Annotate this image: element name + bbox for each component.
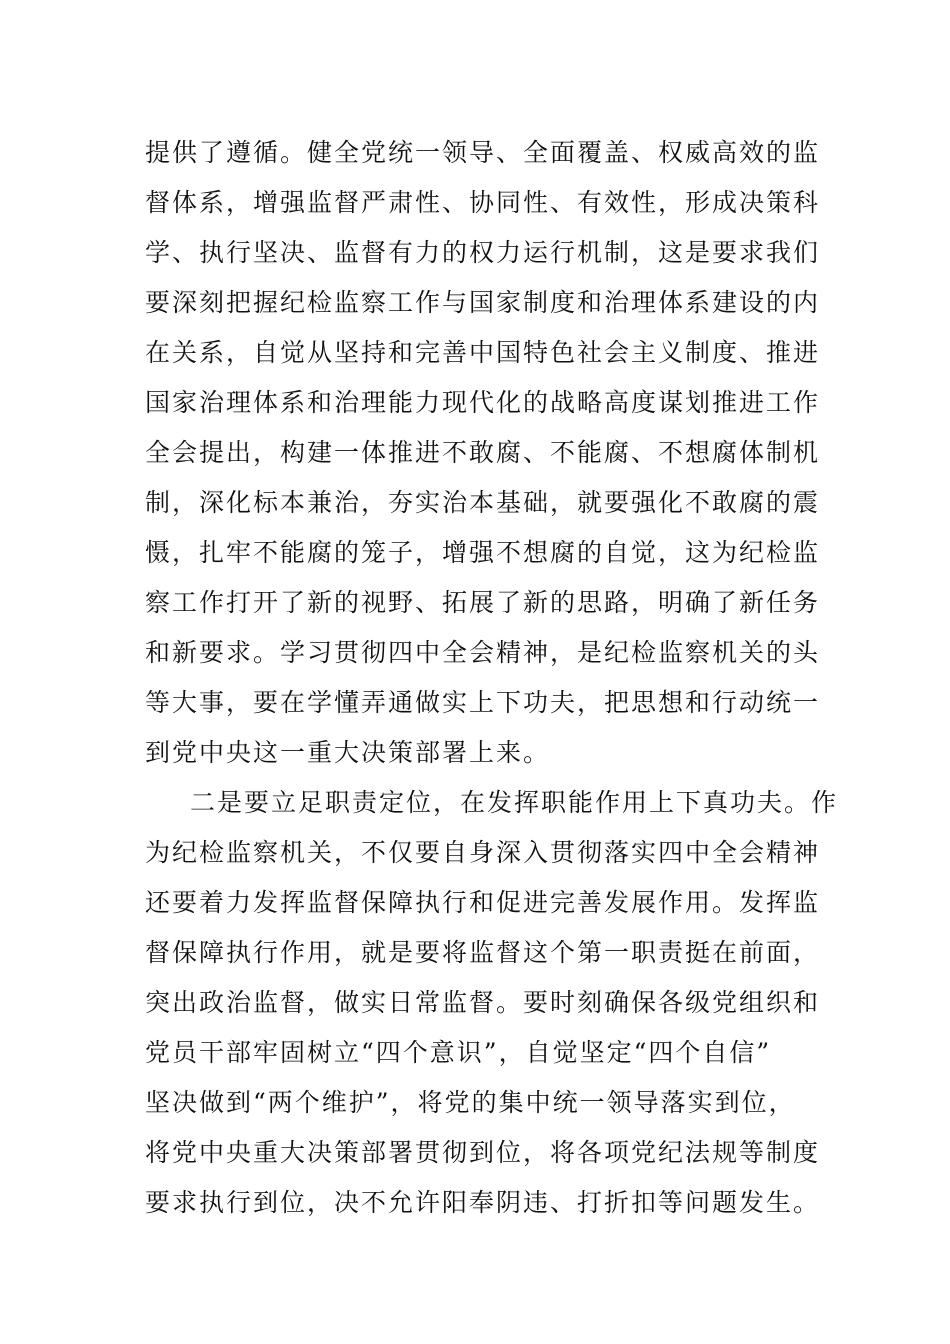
paragraph-2-line-4: 督保障执行作用，就是要将监督这个第一职责挺在前面， bbox=[145, 938, 821, 967]
paragraph-2-line-3: 还要着力发挥监督保障执行和促进完善发展作用。发挥监 bbox=[145, 888, 821, 917]
paragraph-2-line-5: 突出政治监督，做实日常监督。要时刻确保各级党组织和 bbox=[145, 988, 821, 1017]
paragraph-1-line-4: 要深刻把握纪检监察工作与国家制度和治理体系建设的内 bbox=[145, 288, 821, 317]
paragraph-1-line-1: 提供了遵循。健全党统一领导、全面覆盖、权威高效的监 bbox=[145, 138, 821, 167]
paragraph-1-line-2: 督体系，增强监督严肃性、协同性、有效性，形成决策科 bbox=[145, 188, 821, 217]
paragraph-1-line-10: 察工作打开了新的视野、拓展了新的思路，明确了新任务 bbox=[145, 588, 821, 617]
paragraph-2-line-7: 坚决做到“两个维护”，将党的集中统一领导落实到位， bbox=[145, 1088, 796, 1117]
paragraph-1-line-5: 在关系，自觉从坚持和完善中国特色社会主义制度、推进 bbox=[145, 338, 821, 367]
paragraph-1-line-9: 慑，扎牢不能腐的笼子，增强不想腐的自觉，这为纪检监 bbox=[145, 538, 821, 567]
paragraph-1-line-8: 制，深化标本兼治，夯实治本基础，就要强化不敢腐的震 bbox=[145, 488, 821, 517]
paragraph-2-line-9: 要求执行到位，决不允许阳奉阴违、打折扣等问题发生。 bbox=[145, 1188, 821, 1217]
paragraph-2-line-2: 为纪检监察机关，不仅要自身深入贯彻落实四中全会精神 bbox=[145, 838, 821, 867]
paragraph-1-line-3: 学、执行坚决、监督有力的权力运行机制，这是要求我们 bbox=[145, 238, 821, 267]
paragraph-2-line-6: 党员干部牢固树立“四个意识”，自觉坚定“四个自信” bbox=[145, 1038, 772, 1067]
paragraph-2-line-8: 将党中央重大决策部署贯彻到位，将各项党纪法规等制度 bbox=[145, 1138, 821, 1167]
paragraph-1-line-12: 等大事，要在学懂弄通做实上下功夫，把思想和行动统一 bbox=[145, 688, 821, 717]
paragraph-1-line-11: 和新要求。学习贯彻四中全会精神，是纪检监察机关的头 bbox=[145, 638, 821, 667]
paragraph-1-line-7: 全会提出，构建一体推进不敢腐、不能腐、不想腐体制机 bbox=[145, 438, 821, 467]
paragraph-1-line-13: 到党中央这一重大决策部署上来。 bbox=[145, 738, 551, 767]
paragraph-1-line-6: 国家治理体系和治理能力现代化的战略高度谋划推进工作 bbox=[145, 388, 821, 417]
paragraph-2-line-1: 二是要立足职责定位，在发挥职能作用上下真功夫。作 bbox=[190, 788, 839, 817]
